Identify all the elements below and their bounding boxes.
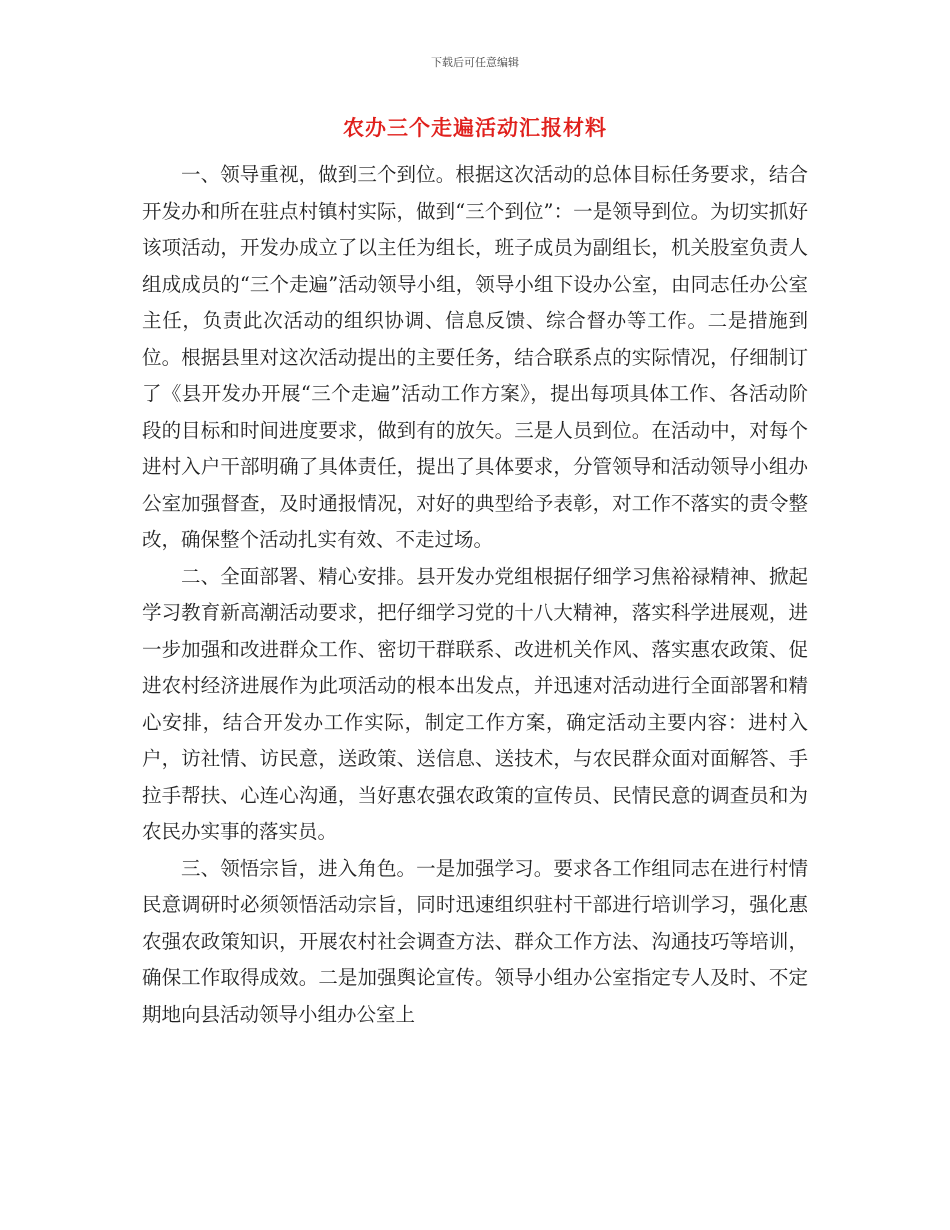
paragraph-1: 一、领导重视，做到三个到位。根据这次活动的总体目标任务要求，结合开发办和所在驻点村镇村实际，做到“三个到位”：一是领导到位。为切实抓好该项活动，开发办成立了以主任为组长，班子成员为副组长，机关股室负责人组成成员的“三个走遍”活动领导小组，领导小组下设办公室，由同志任办公室主任，负责此次活动的组织协调、信息反馈、综合督办等工作。二是措施到位。根据县里对这次活动提出的主要任务，结合联系点的实际情况，仔细制订了《县开发办开展“三个走遍”活动工作方案》，提出每项具体工作、各活动阶段的目标和时间进度要求，做到有的放矢。三是人员到位。在活动中，对每个进村入户干部明确了具体责任，提出了具体要求，分管领导和活动领导小组办公室加强督查，及时通报情况，对好的典型给予表彰，对工作不落实的责令整改，确保整个活动扎实有效、不走过场。: [142, 163, 808, 551]
paragraph-3: 三、领悟宗旨，进入角色。一是加强学习。要求各工作组同志在进行村情民意调研时必须领悟活动宗旨，同时迅速组织驻村干部进行培训学习，强化惠农强农政策知识，开展农村社会调查方法、群众工作方法、沟通技巧等培训，确保工作取得成效。二是加强舆论宣传。领导小组办公室指定专人及时、不定期地向县活动领导小组办公室上: [142, 856, 808, 1026]
page-header-note: 下载后可任意编辑: [431, 56, 519, 69]
document-title: 农办三个走遍活动汇报材料: [343, 115, 607, 140]
document-body: [142, 157, 808, 1033]
paragraph-2: 二、全面部署、精心安排。县开发办党组根据仔细学习焦裕禄精神、掀起学习教育新高潮活动要求，把仔细学习党的十八大精神，落实科学进展观，进一步加强和改进群众工作、密切干群联系、改进机关作风、落实惠农政策、促进农村经济进展作为此项活动的根本出发点，并迅速对活动进行全面部署和精心安排，结合开发办工作实际，制定工作方案，确定活动主要内容：进村入户，访社情、访民意，送政策、送信息、送技术，与农民群众面对面解答、手拉手帮扶、心连心沟通，当好惠农强农政策的宣传员、民情民意的调查员和为农民办实事的落实员。: [142, 564, 808, 843]
